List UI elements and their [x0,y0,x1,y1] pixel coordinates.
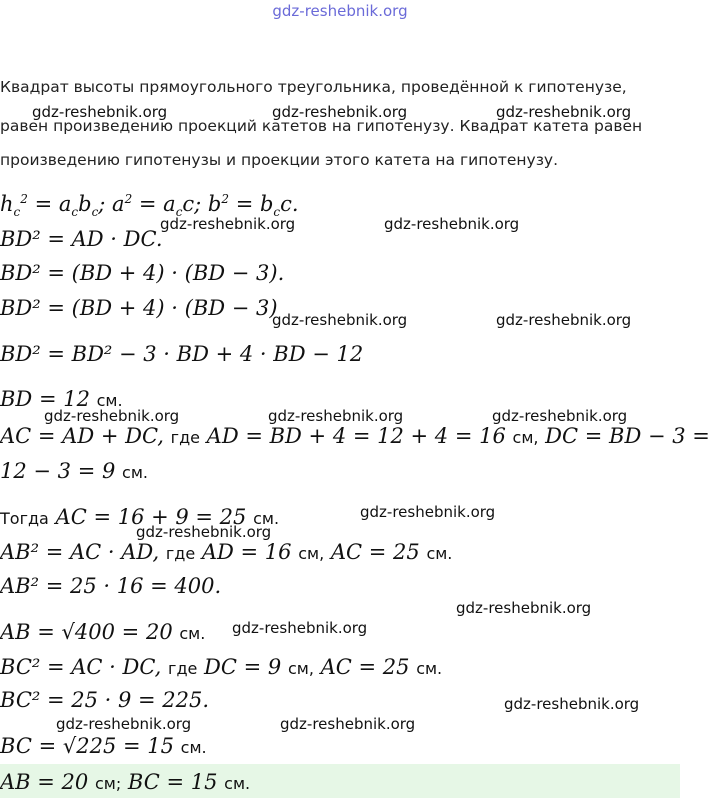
bc-sq-formula: BC² = AC · DC, [0,655,162,679]
watermark: gdz-reshebnik.org [456,599,592,617]
watermark: gdz-reshebnik.org [496,311,632,329]
word-gde: где [170,428,200,447]
unit-cm: см. [96,391,123,410]
watermark: gdz-reshebnik.org [280,715,416,733]
watermark: gdz-reshebnik.org [496,103,632,121]
watermark: gdz-reshebnik.org [272,311,408,329]
watermark: gdz-reshebnik.org [136,523,272,541]
formula-line-5: BD² = BD² − 3 · BD + 4 · BD − 12 [0,342,364,366]
formula-line-12 [0,620,205,644]
formula-line-3: BD² = (BD + 4) · (BD − 3). [0,261,285,285]
answer-sep: см; [94,774,122,793]
watermark: gdz-reshebnik.org [272,103,408,121]
ac-sum: AC = AD + DC, [0,424,164,448]
formula-line-10 [0,540,452,564]
unit-cm-comma: см, [298,544,325,563]
watermark: gdz-reshebnik.org [268,407,404,425]
bc-root: BC = √225 = 15 [0,734,174,758]
answer-line [0,770,250,794]
watermark: gdz-reshebnik.org [492,407,628,425]
ad-calc: AD = BD + 4 = 12 + 4 = 16 [206,424,506,448]
ab-sq-formula: AB² = AC · AD, [0,540,160,564]
answer-bc: BC = 15 [127,770,218,794]
watermark: gdz-reshebnik.org [384,215,520,233]
word-gde: где [168,659,198,678]
formula-line-15 [0,734,207,758]
bd-value: BD = 12 [0,387,90,411]
unit-cm: см. [426,544,453,563]
unit-cm: см. [122,463,148,482]
word-togda: Тогда [0,509,49,528]
ac-value: AC = 25 [320,655,410,679]
ac-value: AC = 25 [330,540,420,564]
theory-line-2: равен произведению проекций катетов на гипотенузу. Квадрат катета равен [0,117,643,135]
unit-cm: см. [179,624,206,643]
unit-cm: см. [253,509,280,528]
formula-line-14: BC² = 25 · 9 = 225. [0,688,210,712]
watermark: gdz-reshebnik.org [232,619,368,637]
formula-line-7 [0,424,710,448]
watermark: gdz-reshebnik.org [160,215,296,233]
unit-cm-comma: см, [287,659,314,678]
site-banner[interactable]: gdz-reshebnik.org [272,2,408,20]
watermark: gdz-reshebnik.org [56,715,192,733]
ac-value: AC = 16 + 9 = 25 [55,505,247,529]
unit-cm-comma: см, [512,428,539,447]
ab-root: AB = √400 = 20 [0,620,173,644]
theory-line-3: произведению гипотенузы и проекции этого катета на гипотенузу. [0,151,559,169]
watermark: gdz-reshebnik.org [32,103,168,121]
formula-line-11: AB² = 25 · 16 = 400. [0,574,222,598]
dc-calc: DC = BD − 3 = [545,424,710,448]
formula-line-13 [0,655,442,679]
unit-cm: см. [180,738,207,757]
formula-line-8 [0,459,148,483]
dc-value: 12 − 3 = 9 [0,459,116,483]
word-gde: где [165,544,196,563]
dc-value: DC = 9 [204,655,282,679]
ad-value: AD = 16 [201,540,292,564]
formula-line-4: BD² = (BD + 4) · (BD − 3) [0,296,278,320]
unit-cm: см. [416,659,443,678]
unit-cm: см. [224,774,251,793]
theory-line-1: Квадрат высоты прямоугольного треугольника, проведённой к гипотенузе, [0,78,627,96]
answer-ab: AB = 20 [0,770,89,794]
formula-line-relations: $h_c^2 = a_cb_c$; $a^2 = a_cc$; $b^2 = b_cc$. [0,192,299,220]
watermark: gdz-reshebnik.org [44,407,180,425]
watermark: gdz-reshebnik.org [360,503,496,521]
watermark: gdz-reshebnik.org [504,695,640,713]
formula-line-2: BD² = AD · DC. [0,227,163,251]
